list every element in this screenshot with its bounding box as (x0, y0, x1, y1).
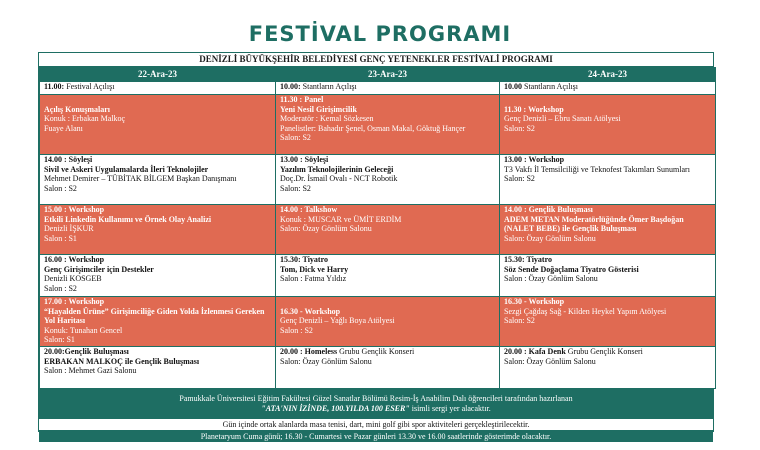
event-detail: Denizli İŞKUR (44, 224, 94, 234)
event-time-rest: Festival Açılışı (64, 82, 115, 91)
event-detail: Konuk : Erbakan Malkoç (44, 114, 126, 124)
event-cell (276, 82, 500, 95)
event-time-line (504, 255, 711, 265)
event-time: 11.30 : Panel (280, 95, 324, 104)
event-time-line (280, 82, 495, 92)
event-detail: Doç.Dr. İsmail Ovalı - NCT Robotik (280, 174, 398, 184)
event-detail: Konuk: Tunahan Gencel (44, 325, 123, 335)
event-time: 20.00 : Homeless (280, 347, 338, 356)
event-detail: Salon : Fatma Yıldız (280, 274, 347, 284)
event-cell (276, 205, 500, 255)
event-detail: Salon: S2 (504, 123, 535, 133)
event-time: 15.00 : Workshop (44, 205, 105, 214)
event-time-line (44, 155, 271, 165)
event-detail: Yazılım Teknolojilerinin Geleceği (280, 164, 394, 174)
event-detail: T3 Vakfı İl Temsilciliği ve Teknofest Takımları Sunumları (504, 164, 690, 174)
event-time: 20.00 : Kafa Denk (504, 347, 566, 356)
event-detail: Salon: S2 (504, 174, 535, 184)
event-cell (276, 347, 500, 389)
event-cell (500, 205, 716, 255)
event-cell (276, 255, 500, 297)
event-time-line (44, 255, 271, 265)
event-time-rest: Grubu Gençlik Konseri (337, 347, 415, 356)
event-detail: Salon : Mehmet Gazi Salonu (44, 366, 137, 376)
event-detail: ADEM METAN Moderatörlüğünde Ömer Başdoğan (NALET BEBE) ile Gençlik Buluşması (504, 214, 684, 234)
event-cell (500, 255, 716, 297)
event-cell (276, 297, 500, 347)
event-detail: Salon: S2 (280, 133, 311, 143)
event-detail: Salon: S2 (504, 316, 535, 326)
event-cell (40, 347, 276, 389)
event-time: 14.00 : Talkshow (280, 205, 338, 214)
event-time: 17.00 : Workshop (44, 297, 105, 306)
event-detail (280, 297, 495, 307)
event-cell (500, 82, 716, 95)
event-detail: Salon: Özay Gönlüm Salonu (280, 224, 372, 234)
schedule-row (40, 347, 716, 389)
event-time: 13.00 : Söyleşi (280, 155, 329, 164)
event-time-line (44, 297, 271, 307)
event-cell (40, 155, 276, 205)
event-detail: Tom, Dick ve Harry (280, 264, 349, 274)
event-detail: 11.30 : Workshop (504, 104, 564, 114)
event-time: 20.00:Gençlik Buluşması (44, 347, 129, 356)
event-cell (500, 297, 716, 347)
event-detail: Moderatör : Kemal Sözkesen (280, 114, 374, 124)
event-detail: Genç Denizli – Yağlı Boya Atölyesi (280, 316, 395, 326)
event-time-rest: Stantların Açılışı (300, 82, 357, 91)
schedule-row (40, 255, 716, 297)
event-detail: Söz Sende Doğaçlama Tiyatro Gösterisi (504, 264, 639, 274)
event-cell (500, 347, 716, 389)
event-time-line (280, 95, 495, 105)
event-detail (504, 95, 711, 105)
day-header: 24-Ara-23 (500, 68, 716, 82)
event-detail: Sivil ve Askeri Uygulamalarda İleri Teknolojiler (44, 164, 209, 174)
page-title: FESTİVAL PROGRAMI (248, 22, 512, 46)
day-header: 22-Ara-23 (40, 68, 276, 82)
schedule-row (40, 155, 716, 205)
event-time-line (504, 155, 711, 165)
event-time-line (504, 205, 711, 215)
event-time-line (280, 205, 495, 215)
event-detail: Açılış Konuşmaları (44, 104, 111, 114)
event-time-line (44, 347, 271, 357)
event-detail: Konuk : MUSCAR ve ÜMİT ERDİM (280, 214, 402, 224)
event-detail: Salon : S2 (280, 325, 313, 335)
event-detail: Salon: Özay Gönlüm Salonu (504, 233, 596, 243)
event-detail: ERBAKAN MALKOÇ ile Gençlik Buluşması (44, 356, 200, 366)
event-time: 15.30: Tiyatro (504, 255, 553, 264)
event-cell (276, 95, 500, 155)
event-detail: Salon: Özay Gönlüm Salonu (504, 356, 596, 366)
event-detail: Denizli KOSGEB (44, 274, 102, 284)
event-detail: Salon : S2 (44, 183, 77, 193)
event-detail: Genç Girişimciler için Destekler (44, 264, 154, 274)
event-detail: Yeni Nesil Girişimcilik (280, 104, 357, 114)
event-time: 14.00 : Gençlik Buluşması (504, 205, 593, 214)
event-time: 13.00 : Workshop (504, 155, 565, 164)
event-detail: Salon: Özay Gönlüm Salonu (280, 356, 372, 366)
event-detail: Mehmet Demirer – TÜBİTAK BİLGEM Başkan Danışmanı (44, 174, 237, 184)
event-time-line (44, 205, 271, 215)
organizer-header: DENİZLİ BÜYÜKŞEHİR BELEDİYESİ GENÇ YETENEKLER FESTİVALİ PROGRAMI (39, 53, 713, 67)
day-header-row (40, 68, 716, 82)
event-time-line (280, 347, 495, 357)
event-cell (40, 205, 276, 255)
event-time-line (504, 347, 711, 357)
event-detail: Fuaye Alanı (44, 123, 83, 133)
schedule-table (39, 67, 716, 389)
event-time: 10.00 (504, 82, 522, 91)
sports-note: Gün içinde ortak alanlarda masa tenisi, dart, mini golf gibi spor aktiviteleri gerçekleştirilecektir. (39, 418, 713, 430)
event-detail: Sezgi Çağdaş Sağ - Kilden Heykel Yapım Atölyesi (504, 306, 667, 316)
schedule-row (40, 205, 716, 255)
schedule-row (40, 82, 716, 95)
event-time-line (504, 82, 711, 92)
event-time: 16.00 : Workshop (44, 255, 105, 264)
event-detail: Genç Denizli – Ebru Sanatı Atölyesi (504, 114, 621, 124)
schedule-body (40, 82, 716, 389)
event-time: 10.00: (280, 82, 301, 91)
event-detail: 16.30 - Workshop (280, 306, 341, 316)
event-detail: Salon : S2 (44, 283, 77, 293)
event-time-rest: Grubu Gençlik Konseri (565, 347, 643, 356)
event-cell (40, 297, 276, 347)
exhibition-title: "ATA'NIN İZİNDE, 100.YILDA 100 ESER" (261, 404, 410, 413)
event-cell (40, 255, 276, 297)
exhibition-note-text: Pamukkale Üniversitesi Eğitim Fakültesi Güzel Sanatlar Bölümü Resim-İş Anabilim Dalı öğrencileri tarafından hazırlanan (179, 394, 573, 403)
event-detail (44, 95, 271, 105)
event-detail: Salon: S1 (44, 335, 75, 345)
event-detail: Salon: S2 (280, 183, 311, 193)
program-sheet (38, 52, 714, 441)
event-detail: Etkili Linkedin Kullanımı ve Örnek Olay Analizi (44, 214, 212, 224)
event-cell (40, 95, 276, 155)
day-header: 23-Ara-23 (276, 68, 500, 82)
event-time-rest: Stantların Açılışı (522, 82, 578, 91)
exhibition-note-tail: isimli sergi yer alacaktır. (409, 404, 491, 413)
event-time-line (280, 255, 495, 265)
schedule-row (40, 297, 716, 347)
exhibition-note (39, 389, 713, 418)
event-time-line (44, 82, 271, 92)
event-detail: Salon : S1 (44, 233, 77, 243)
event-time: 15.30: Tiyatro (280, 255, 329, 264)
event-detail: 16.30 - Workshop (504, 297, 565, 306)
schedule-row (40, 95, 716, 155)
event-detail: Panelistler: Bahadır Şenel, Osman Makal, Göktuğ Hançer (280, 123, 466, 133)
event-time-line (280, 155, 495, 165)
event-detail: Salon : Özay Gönlüm Salonu (504, 274, 598, 284)
event-cell (40, 82, 276, 95)
event-cell (500, 95, 716, 155)
event-time: 14.00 : Söyleşi (44, 155, 93, 164)
event-detail: “Hayalden Ürüne” Girişimciliğe Giden Yolda İzlenmesi Gereken Yol Haritası (44, 306, 265, 326)
event-cell (276, 155, 500, 205)
planetarium-note: Planetaryum Cuma günü; 16.30 - Cumartesi ve Pazar günleri 13.30 ve 16.00 saatlerinde gösterimde olacaktır. (39, 430, 713, 442)
event-time: 11.00: (44, 82, 65, 91)
event-cell (500, 155, 716, 205)
